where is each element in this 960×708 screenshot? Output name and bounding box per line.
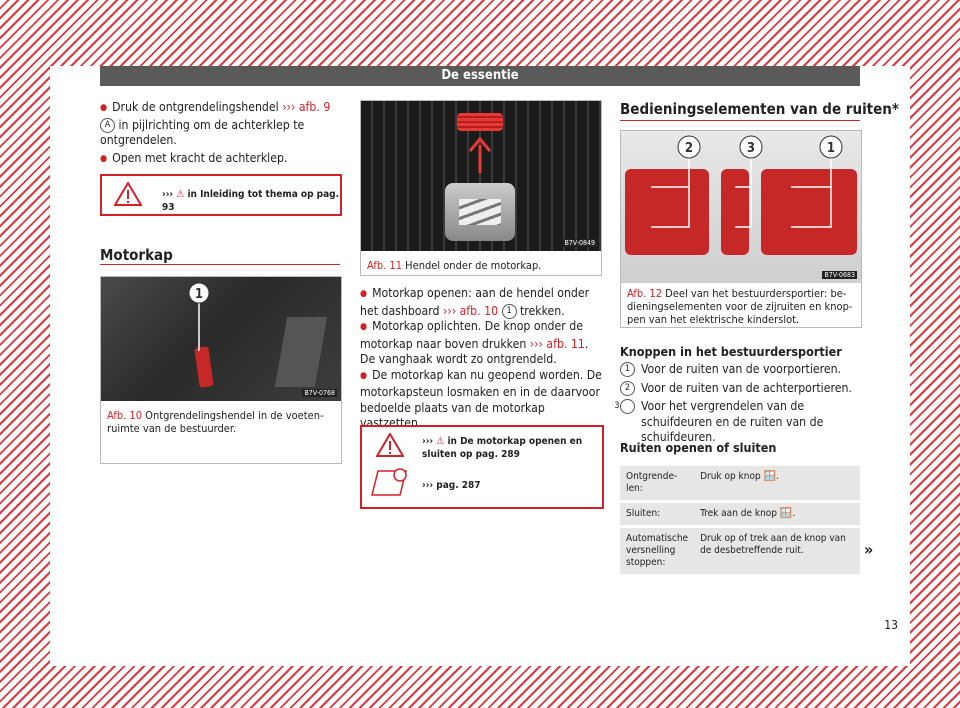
svg-text:1: 1 xyxy=(194,287,204,302)
window-icon: 🪟 xyxy=(779,508,793,519)
step-lift-hood: ● Motorkap oplichten. De knop onder de motorkap naar boven drukken ››› afb. 11. De vanghaak wordt zo ontgrendeld. xyxy=(360,319,602,368)
section-rule xyxy=(100,264,340,265)
image-code: B7V-0683 xyxy=(824,271,855,279)
column-1 xyxy=(100,100,340,168)
window-icon: 🪟 xyxy=(763,471,776,482)
window-table xyxy=(620,466,860,577)
continue-marker: » xyxy=(864,540,874,559)
book-icon xyxy=(370,467,410,497)
svg-text:2: 2 xyxy=(684,141,694,156)
image-code: B7V-0849 xyxy=(564,239,595,247)
section-windows: Bedieningselementen van de ruiten* xyxy=(620,100,899,118)
legend-item-2: 2 Voor de ruiten van de achterportieren. xyxy=(620,381,860,397)
step-secure-hood: ● De motorkap kan nu geopend worden. De motorkapsteun losmaken en in de daarvoor bedoelde plaats van de motorkap vastzetten. xyxy=(360,368,602,432)
afb9-link[interactable]: ››› afb. 9 xyxy=(282,100,331,114)
svg-text:1: 1 xyxy=(826,141,836,156)
table-row: Ontgrendelen: Druk op knop 🪟. xyxy=(620,466,860,502)
figure-12 xyxy=(620,130,862,328)
subheading-windows: Ruiten openen of sluiten xyxy=(620,440,777,455)
figure-11 xyxy=(360,100,602,276)
page-header: De essentie xyxy=(100,66,860,86)
legend-list xyxy=(614,362,860,446)
caption-afb10: Afb. 10 Ontgrendelingshendel in de voetenruimte van de bestuurder. xyxy=(107,409,324,435)
warning-icon xyxy=(376,433,404,457)
footwell-photo xyxy=(101,277,341,401)
legend-item-1: 1 Voor de ruiten van de voorportieren. xyxy=(620,362,860,378)
marker-1: 1 xyxy=(502,304,517,319)
page-number: 13 xyxy=(884,618,898,632)
svg-text:3: 3 xyxy=(746,141,756,156)
figure-10 xyxy=(100,276,342,464)
page-ref[interactable]: ››› pag. 287 xyxy=(422,480,481,491)
window-switch-photo xyxy=(621,131,861,283)
subheading-buttons: Knoppen in het bestuurdersportier xyxy=(620,344,842,359)
legend-item-3: 3 Voor het vergrendelen van de schuifdeuren en de ruiten van de schuifdeuren. xyxy=(614,399,824,444)
section-rule xyxy=(620,120,860,121)
afb11-link[interactable]: ››› afb. 11 xyxy=(529,336,585,351)
table-row: Automatische versnelling stoppen: Druk op of trek aan de knop van de desbetreffende ruit. xyxy=(620,527,860,576)
warning-icon xyxy=(114,182,142,206)
warning-box xyxy=(100,174,342,216)
warning-box-2 xyxy=(360,425,604,509)
marker-a: A xyxy=(100,118,115,133)
grille-photo xyxy=(361,101,601,251)
section-motorkap: Motorkap xyxy=(100,246,173,264)
warning-ref-2[interactable]: ››› ⚠ in De motorkap openen en sluiten op pag. 289 xyxy=(422,436,583,460)
callouts xyxy=(621,131,861,283)
afb10-link[interactable]: ››› afb. 10 xyxy=(442,303,499,318)
caption-afb12: Afb. 12 Deel van het bestuurdersportier: bedieningselementen voor de zijruiten en knoppen van het elektrische kinderslot. xyxy=(627,287,853,326)
step-release-lever: ● Druk de ontgrendelingshendel ››› afb. 9 A in pijlrichting om de achterklep te ontgrendelen. xyxy=(100,100,340,149)
step-open-hood: ● Motorkap openen: aan de hendel onder het dashboard ››› afb. 10 1 trekken. xyxy=(360,286,602,319)
callout-1 xyxy=(101,277,341,401)
table-row: Sluiten: Trek aan de knop 🪟. xyxy=(620,502,860,527)
step-open-tailgate: ● Open met kracht de achterklep. xyxy=(100,151,340,169)
column-2-text xyxy=(360,286,602,432)
caption-afb11: Afb. 11 Hendel onder de motorkap. xyxy=(367,259,542,272)
seat-logo xyxy=(445,183,515,241)
warning-ref[interactable]: ››› ⚠ in Inleiding tot thema op pag. 93 xyxy=(162,189,340,213)
image-code: B7V-0768 xyxy=(304,389,335,397)
